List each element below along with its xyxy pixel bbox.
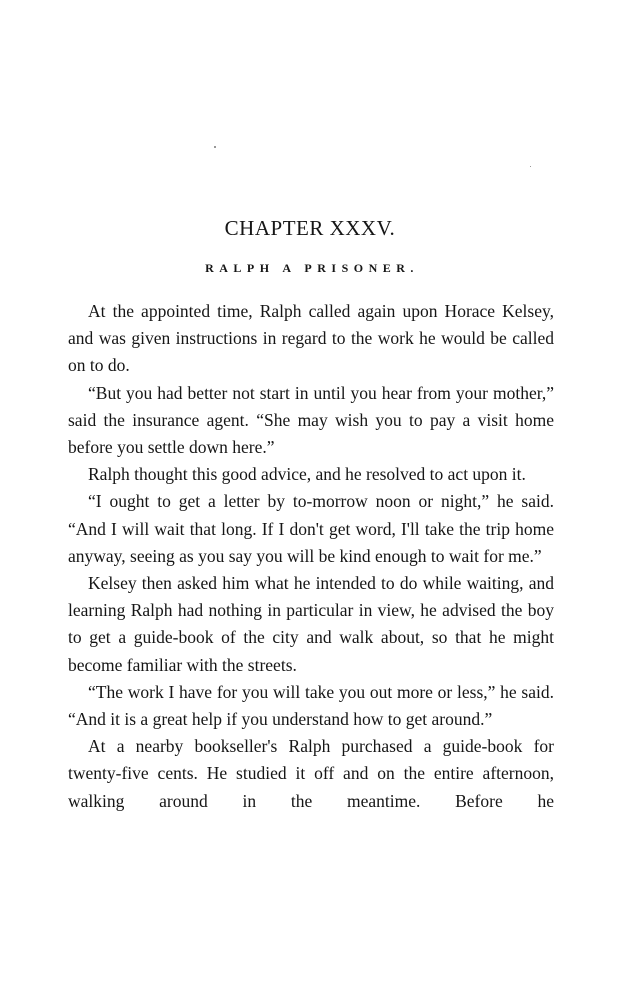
print-speck xyxy=(214,146,216,148)
print-speck xyxy=(530,166,531,167)
body-text xyxy=(68,298,554,815)
paragraph: “But you had better not start in until you hear from your mother,” said the insurance agent. “She may wish you to pay a visit home before you settle down here.” xyxy=(68,382,554,458)
paragraph: At the appointed time, Ralph called again upon Horace Kelsey, and was given instructions in regard to the work he would be called on to do. xyxy=(68,301,554,376)
chapter-subtitle: RALPH A PRISONER. xyxy=(205,261,419,275)
paragraph: Ralph thought this good advice, and he resolved to act upon it. xyxy=(88,464,526,485)
paragraph: Kelsey then asked him what he intended to do while waiting, and learning Ralph had nothing in particular in view, he advised the boy to get a guide-book of the city and walk about, so that he might become familiar with the streets. xyxy=(68,573,554,675)
paragraph: At a nearby bookseller's Ralph purchased a guide-book for twenty-five cents. He studied it off and on the entire afternoon, walking around in the meantime. Before he xyxy=(68,736,554,811)
paragraph: “The work I have for you will take you out more or less,” he said. “And it is a great help if you understand how to get around.” xyxy=(68,681,554,730)
paragraph: “I ought to get a letter by to-morrow noon or night,” he said. “And I will wait that long. If I don't get word, I'll take the trip home anyway, seeing as you say you will be kind enough to wait for me.” xyxy=(68,491,554,566)
chapter-title: CHAPTER XXXV. xyxy=(224,216,396,240)
